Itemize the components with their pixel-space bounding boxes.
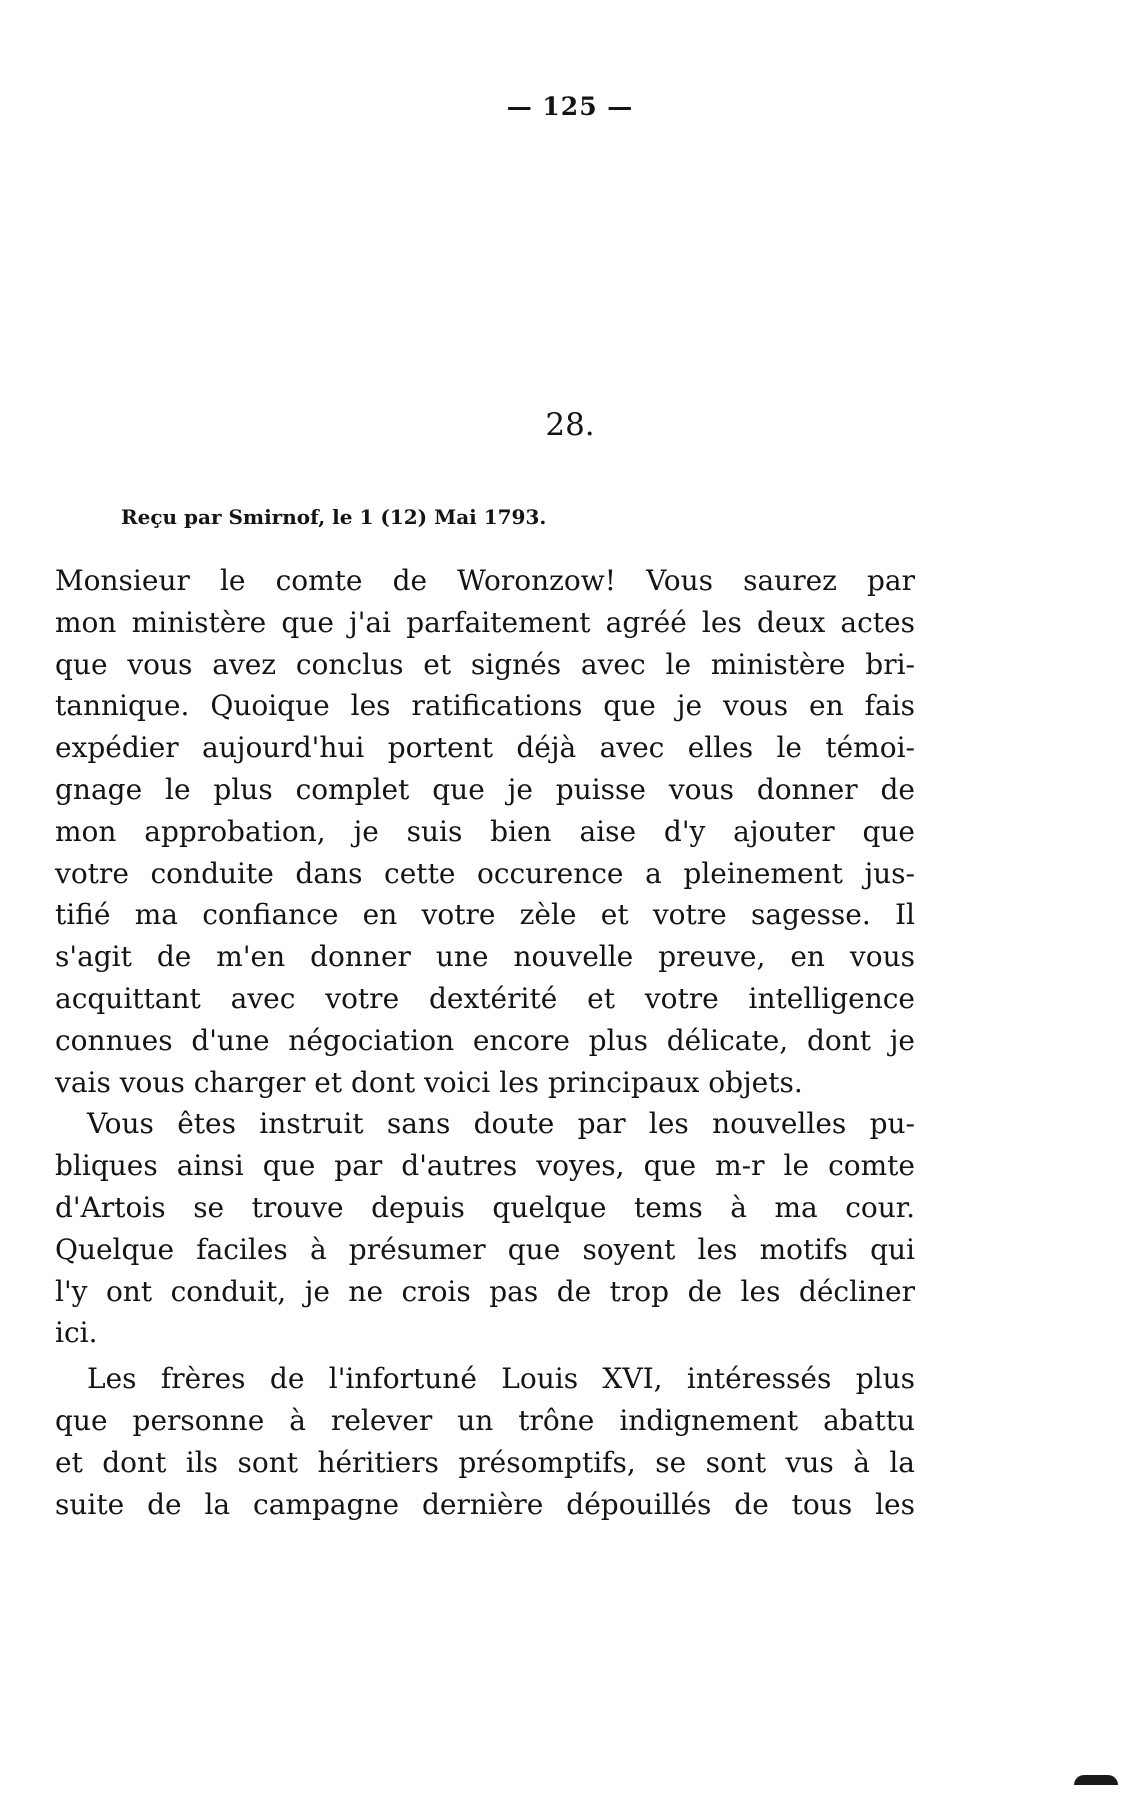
text-line: tifié ma confiance en votre zèle et votre sagesse. Il bbox=[55, 898, 915, 932]
text-line: bliques ainsi que par d'autres voyes, que m-r le comte bbox=[55, 1149, 915, 1183]
text-line: Les frères de l'infortuné Louis XVI, intéressés plus bbox=[87, 1362, 915, 1396]
text-line: acquittant avec votre dextérité et votre intelligence bbox=[55, 981, 915, 1015]
text-line: vais vous charger et dont voici les principaux objets. bbox=[55, 1065, 803, 1099]
text-line: ici. bbox=[55, 1316, 98, 1350]
text-line: que personne à relever un trône indignement abattu bbox=[55, 1403, 915, 1437]
text-line: d'Artois se trouve depuis quelque tems à ma cour. bbox=[55, 1190, 915, 1224]
text-line: et dont ils sont héritiers présomptifs, se sont vus à la bbox=[55, 1445, 915, 1479]
text-line: suite de la campagne dernière dépouillés de tous les bbox=[55, 1487, 915, 1521]
text-line: que vous avez conclus et signés avec le ministère bri- bbox=[55, 647, 915, 681]
text-line: Monsieur le comte de Woronzow! Vous saurez par bbox=[55, 564, 915, 597]
text-line: gnage le plus complet que je puisse vous donner de bbox=[55, 772, 915, 806]
receipt-note: Reçu par Smirnof, le 1 (12) Mai 1793. bbox=[121, 505, 547, 529]
scan-edge-mark bbox=[1074, 1775, 1118, 1785]
text-line: connues d'une négociation encore plus délicate, dont je bbox=[55, 1023, 915, 1057]
text-line: s'agit de m'en donner une nouvelle preuve, en vous bbox=[55, 940, 915, 974]
text-line: l'y ont conduit, je ne crois pas de trop de les décliner bbox=[55, 1274, 915, 1308]
letter-body bbox=[55, 560, 915, 1525]
page-number: — 125 — bbox=[506, 92, 634, 121]
text-line: mon ministère que j'ai parfaitement agréé les deux actes bbox=[55, 605, 915, 639]
letter-number: 28. bbox=[545, 407, 595, 443]
text-line: Quelque faciles à présumer que soyent les motifs qui bbox=[55, 1232, 915, 1266]
text-line: expédier aujourd'hui portent déjà avec elles le témoi- bbox=[55, 731, 915, 765]
text-line: mon approbation, je suis bien aise d'y ajouter que bbox=[55, 814, 915, 848]
text-line: tannique. Quoique les ratifications que je vous en fais bbox=[55, 689, 915, 723]
text-line: votre conduite dans cette occurence a pleinement jus- bbox=[55, 856, 915, 890]
text-line: Vous êtes instruit sans doute par les nouvelles pu- bbox=[87, 1107, 915, 1141]
